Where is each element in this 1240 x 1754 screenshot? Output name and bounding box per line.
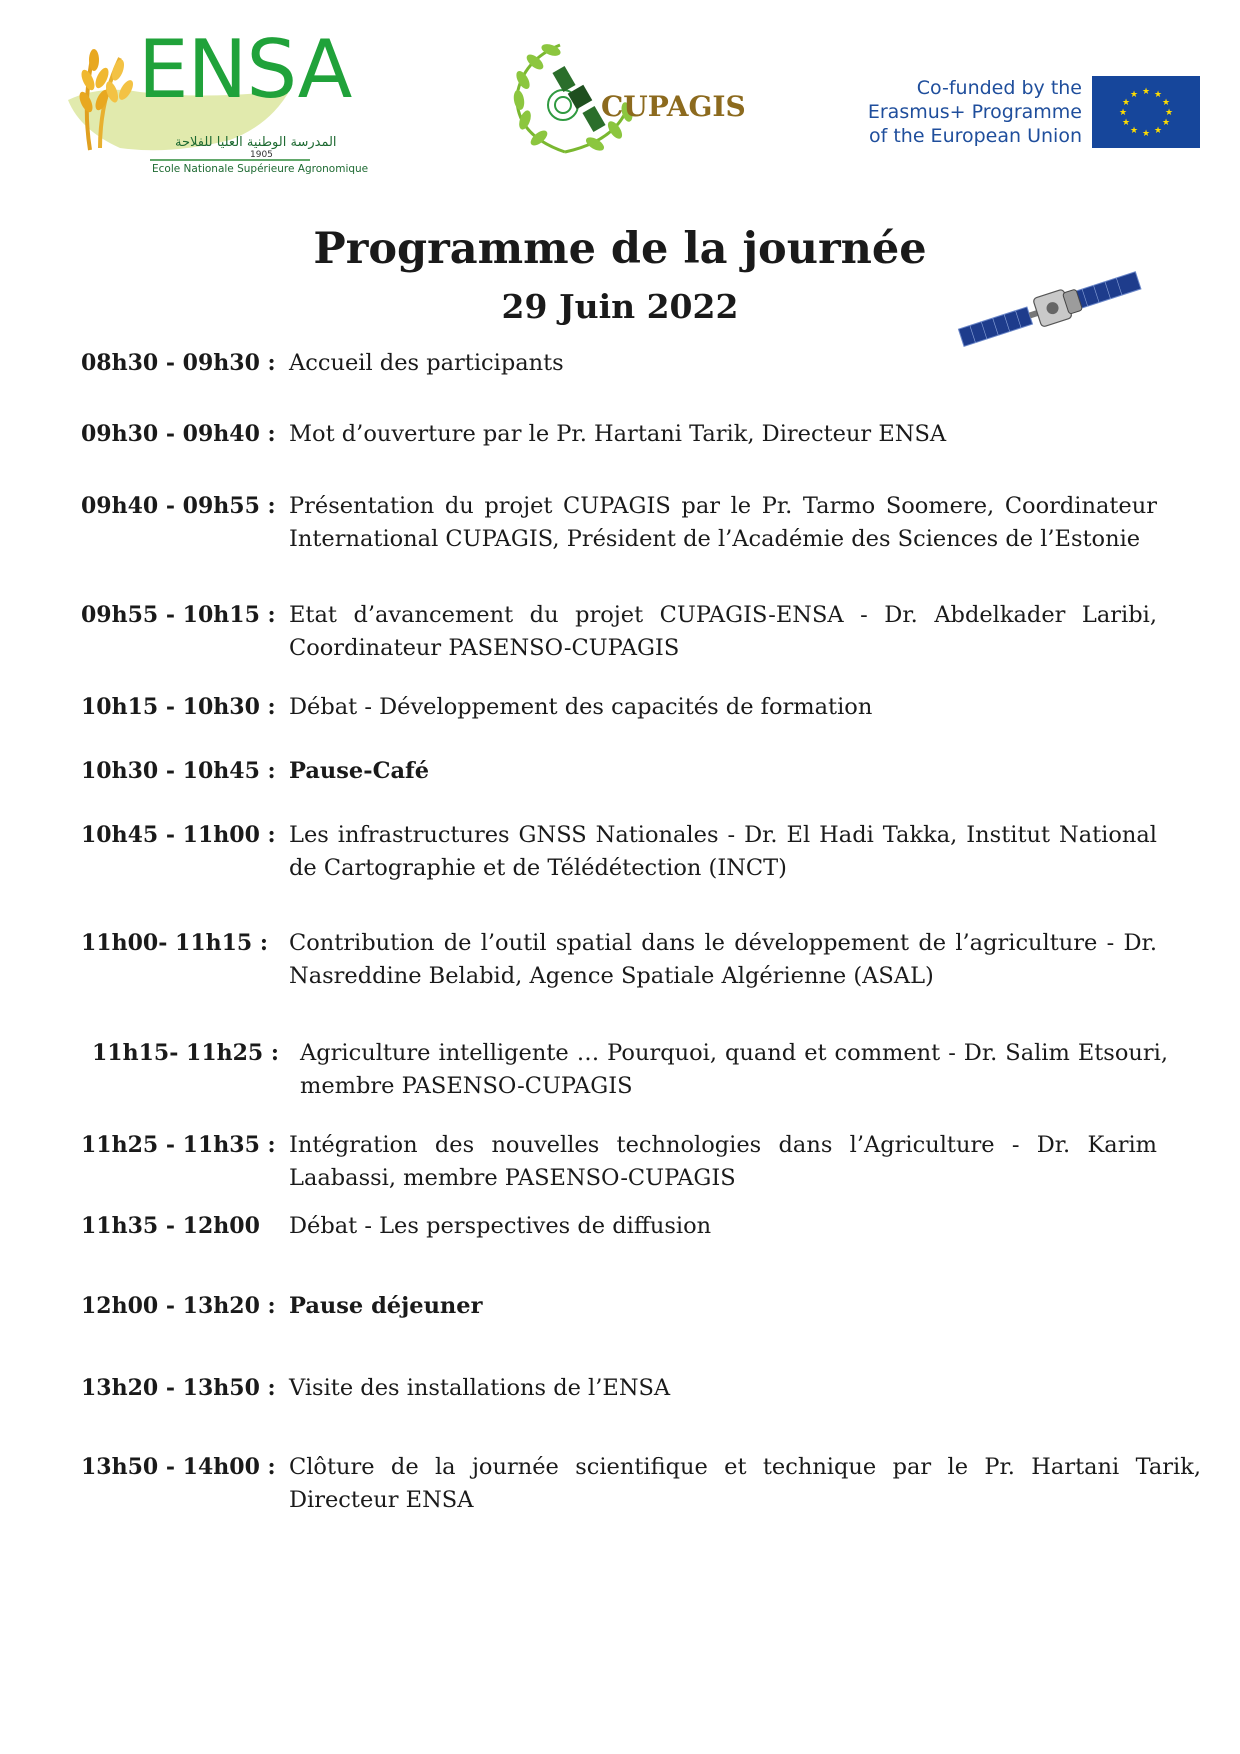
schedule-time: 10h45 - 11h00 : — [81, 822, 276, 848]
ensa-subtitle: Ecole Nationale Supérieure Agronomique — [152, 163, 369, 175]
svg-text:★: ★ — [1129, 90, 1139, 100]
schedule-time: 10h15 - 10h30 : — [81, 694, 276, 720]
schedule-description: Débat - Les perspectives de diffusion — [289, 1213, 712, 1239]
schedule-time: 09h30 - 09h40 : — [81, 421, 276, 447]
schedule-description: Agriculture intelligente … Pourquoi, quand et comment - Dr. Salim Etsouri, membre PASENSO-CUPAGIS — [300, 1040, 1168, 1099]
schedule-description: Pause déjeuner — [289, 1293, 483, 1319]
eu-cofunding-text — [868, 76, 1082, 148]
svg-text:★: ★ — [1121, 118, 1131, 128]
schedule-description: Présentation du projet CUPAGIS par le Pr. Tarmo Soomere, Coordinateur International CUPAGIS, Président de l’Académie des Sciences de l’Estonie — [289, 493, 1157, 552]
ensa-logo — [60, 23, 369, 180]
page-date: 29 Juin 2022 — [501, 287, 739, 326]
satellite-icon — [955, 260, 1145, 360]
schedule-description: Accueil des participants — [289, 350, 564, 376]
svg-text:★: ★ — [1153, 90, 1163, 100]
schedule-time: 12h00 - 13h20 : — [81, 1293, 276, 1319]
schedule-description: Contribution de l’outil spatial dans le développement de l’agriculture - Dr. Nasreddine Belabid, Agence Spatiale Algérienne (ASAL) — [289, 930, 1157, 989]
cupagis-logo-text: CUPAGIS — [601, 90, 746, 123]
ensa-year: 1905 — [250, 150, 273, 160]
eu-flag-icon — [1092, 76, 1200, 148]
svg-text:★: ★ — [1153, 126, 1163, 136]
svg-text:★: ★ — [1161, 98, 1171, 108]
schedule-time: 11h35 - 12h00 — [81, 1213, 260, 1239]
schedule-time: 11h25 - 11h35 : — [81, 1132, 276, 1158]
schedule-time: 09h55 - 10h15 : — [81, 602, 276, 628]
schedule-description: Clôture de la journée scientifique et technique par le Pr. Hartani Tarik, Directeur ENSA — [289, 1454, 1201, 1513]
header — [0, 0, 1240, 200]
svg-text:★: ★ — [1141, 87, 1151, 97]
schedule-description: Visite des installations de l’ENSA — [289, 1375, 671, 1401]
schedule-description: Mot d’ouverture par le Pr. Hartani Tarik, Directeur ENSA — [289, 421, 947, 447]
schedule-time: 10h30 - 10h45 : — [81, 758, 276, 784]
svg-text:★: ★ — [1118, 108, 1128, 118]
cupagis-logo — [505, 40, 765, 160]
eu-line-1: Co-funded by the — [916, 77, 1082, 99]
schedule-time: 08h30 - 09h30 : — [81, 350, 276, 376]
svg-text:★: ★ — [1141, 129, 1151, 139]
schedule-description: Débat - Développement des capacités de formation — [289, 694, 873, 720]
eu-line-3: of the European Union — [868, 125, 1082, 147]
schedule-time: 11h15- 11h25 : — [92, 1040, 280, 1066]
schedule-description: Etat d’avancement du projet CUPAGIS-ENSA - Dr. Abdelkader Laribi, Coordinateur PASENSO-CUPAGIS — [289, 602, 1157, 661]
schedule-time: 13h50 - 14h00 : — [81, 1454, 276, 1480]
ensa-logo-text: ENSA — [138, 23, 352, 116]
svg-text:★: ★ — [1161, 118, 1171, 128]
eu-cofunding — [850, 76, 1210, 152]
schedule-time: 09h40 - 09h55 : — [81, 493, 276, 519]
schedule-description: Intégration des nouvelles technologies dans l’Agriculture - Dr. Karim Laabassi, membre PASENSO-CUPAGIS — [289, 1132, 1157, 1191]
page-title: Programme de la journée — [313, 224, 927, 274]
ensa-arabic-name: المدرسة الوطنية العليا للفلاحة — [175, 135, 337, 150]
schedule-description: Les infrastructures GNSS Nationales - Dr. El Hadi Takka, Institut National de Cartographie et de Télédétection (INCT) — [289, 822, 1157, 881]
svg-text:★: ★ — [1164, 108, 1174, 118]
schedule-time: 11h00- 11h15 : — [81, 930, 269, 956]
svg-text:★: ★ — [1121, 98, 1131, 108]
svg-text:★: ★ — [1129, 126, 1139, 136]
schedule-description: Pause-Café — [289, 758, 430, 784]
eu-line-2: Erasmus+ Programme — [867, 101, 1082, 123]
schedule-time: 13h20 - 13h50 : — [81, 1375, 276, 1401]
